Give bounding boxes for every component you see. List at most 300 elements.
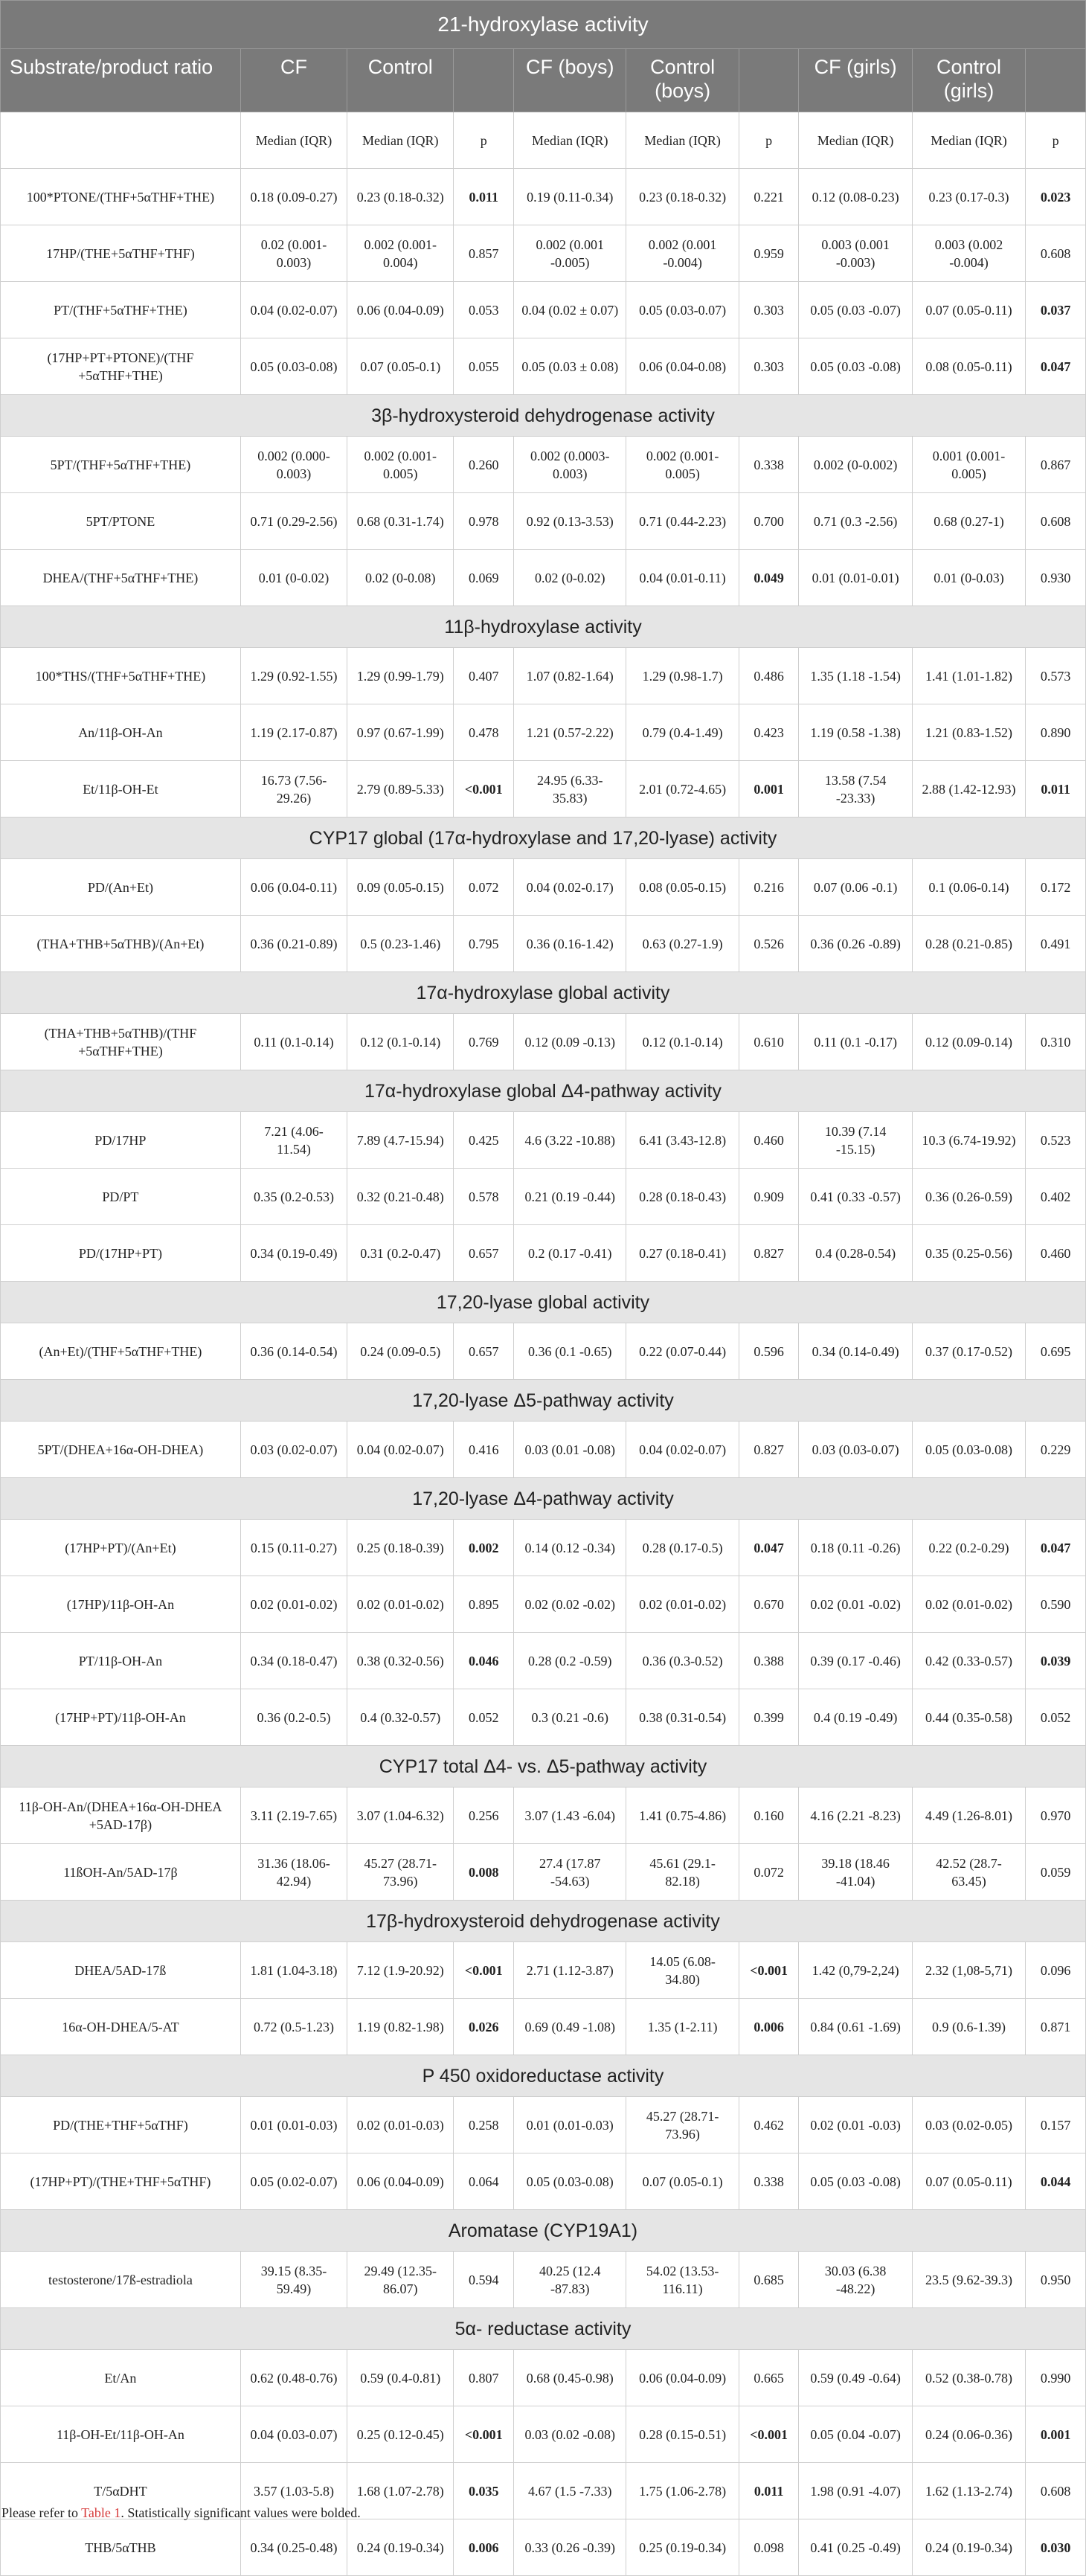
median-cell: 1.19 (0.82-1.98) xyxy=(347,1999,454,2055)
significant-p-value: 0.001 xyxy=(754,781,784,797)
p-value-cell xyxy=(454,1633,514,1689)
median-cell: 0.68 (0.31-1.74) xyxy=(347,493,454,550)
median-cell: 0.52 (0.38-0.78) xyxy=(912,2350,1025,2406)
median-cell: 39.18 (18.46 -41.04) xyxy=(799,1844,912,1901)
median-cell: 0.05 (0.04 -0.07) xyxy=(799,2406,912,2463)
p-value-cell: 0.399 xyxy=(739,1689,799,1746)
ratio-label: DHEA/5AD-17ß xyxy=(1,1942,241,1999)
significant-p-value: 0.001 xyxy=(1040,2426,1071,2442)
median-cell: 0.07 (0.05-0.1) xyxy=(626,2153,739,2210)
table-row xyxy=(1,1014,1086,1070)
section-title: 17,20-lyase global activity xyxy=(1,1282,1086,1323)
median-cell: 0.002 (0.001 -0.005) xyxy=(514,225,626,282)
median-cell: 0.3 (0.21 -0.6) xyxy=(514,1689,626,1746)
p-value-cell xyxy=(739,1942,799,1999)
median-cell: 0.32 (0.21-0.48) xyxy=(347,1169,454,1225)
median-cell: 30.03 (6.38 -48.22) xyxy=(799,2252,912,2308)
p-value-cell: 0.665 xyxy=(739,2350,799,2406)
p-value-cell xyxy=(454,1520,514,1576)
column-header xyxy=(454,49,514,112)
median-cell: 6.41 (3.43-12.8) xyxy=(626,1112,739,1169)
median-cell: 0.79 (0.4-1.49) xyxy=(626,704,739,761)
p-value-cell xyxy=(454,2463,514,2519)
median-cell: 0.25 (0.19-0.34) xyxy=(626,2519,739,2576)
p-value-cell: 0.256 xyxy=(454,1788,514,1844)
footnote-text-end: . Statistically significant values were bolded. xyxy=(121,2505,361,2520)
median-cell: 0.38 (0.31-0.54) xyxy=(626,1689,739,1746)
median-cell: 0.06 (0.04-0.09) xyxy=(626,2350,739,2406)
p-value-cell: 0.608 xyxy=(1026,493,1086,550)
section-header-row xyxy=(1,972,1086,1014)
median-cell: 2.32 (1,08-5,71) xyxy=(912,1942,1025,1999)
table-row xyxy=(1,761,1086,818)
ratio-label: PT/11β-OH-An xyxy=(1,1633,241,1689)
section-header-row xyxy=(1,395,1086,437)
p-value-cell xyxy=(1026,169,1086,225)
p-value-cell: 0.608 xyxy=(1026,2463,1086,2519)
p-value-cell: 0.827 xyxy=(739,1422,799,1478)
table-row xyxy=(1,2252,1086,2308)
table-row xyxy=(1,2519,1086,2576)
significant-p-value: 0.023 xyxy=(1040,189,1071,205)
median-cell: 40.25 (12.4 -87.83) xyxy=(514,2252,626,2308)
median-cell: 0.24 (0.19-0.34) xyxy=(912,2519,1025,2576)
median-cell: 0.06 (0.04-0.09) xyxy=(347,2153,454,2210)
median-cell: 0.03 (0.02 -0.08) xyxy=(514,2406,626,2463)
median-cell: 0.06 (0.04-0.08) xyxy=(626,338,739,395)
ratio-label: PD/17HP xyxy=(1,1112,241,1169)
median-cell: 0.38 (0.32-0.56) xyxy=(347,1633,454,1689)
median-cell: 0.31 (0.2-0.47) xyxy=(347,1225,454,1282)
median-cell: 0.36 (0.3-0.52) xyxy=(626,1633,739,1689)
median-cell: 0.01 (0.01-0.03) xyxy=(514,2097,626,2153)
p-value-cell: 0.055 xyxy=(454,338,514,395)
significant-p-value: <0.001 xyxy=(750,1962,788,1978)
significant-p-value: 0.049 xyxy=(754,570,784,585)
median-cell: 0.02 (0.01-0.02) xyxy=(347,1576,454,1633)
section-title: 5α- reductase activity xyxy=(1,2308,1086,2350)
ratio-label: (17HP+PT)/(An+Et) xyxy=(1,1520,241,1576)
p-value-cell: 0.423 xyxy=(739,704,799,761)
table-title-row xyxy=(1,1,1086,49)
median-cell: 0.59 (0.4-0.81) xyxy=(347,2350,454,2406)
p-value-cell: 0.990 xyxy=(1026,2350,1086,2406)
table-row xyxy=(1,1576,1086,1633)
median-cell: 0.69 (0.49 -1.08) xyxy=(514,1999,626,2055)
section-header-row xyxy=(1,1282,1086,1323)
median-cell: 2.01 (0.72-4.65) xyxy=(626,761,739,818)
median-cell: 0.04 (0.02-0.07) xyxy=(347,1422,454,1478)
section-header-row xyxy=(1,1380,1086,1422)
median-cell: 7.89 (4.7-15.94) xyxy=(347,1112,454,1169)
table-row xyxy=(1,2153,1086,2210)
significant-p-value: 0.046 xyxy=(468,1653,499,1668)
p-value-cell: 0.670 xyxy=(739,1576,799,1633)
median-cell: 0.4 (0.28-0.54) xyxy=(799,1225,912,1282)
median-cell: 0.22 (0.07-0.44) xyxy=(626,1323,739,1380)
p-value-cell: 0.590 xyxy=(1026,1576,1086,1633)
median-cell: 0.02 (0.01-0.03) xyxy=(347,2097,454,2153)
median-cell: 1.98 (0.91 -4.07) xyxy=(799,2463,912,2519)
p-value-cell: 0.608 xyxy=(1026,225,1086,282)
p-value-cell: 0.610 xyxy=(739,1014,799,1070)
ratio-label: PT/(THF+5αTHF+THE) xyxy=(1,282,241,338)
p-value-cell: 0.172 xyxy=(1026,859,1086,916)
median-cell: 0.06 (0.04-0.09) xyxy=(347,282,454,338)
p-value-cell xyxy=(1026,1520,1086,1576)
significant-p-value: 0.011 xyxy=(469,189,498,205)
ratio-label: Et/11β-OH-Et xyxy=(1,761,241,818)
significant-p-value: 0.002 xyxy=(468,1540,499,1555)
median-cell: 2.88 (1.42-12.93) xyxy=(912,761,1025,818)
median-cell: 2.79 (0.89-5.33) xyxy=(347,761,454,818)
median-cell: 1.41 (1.01-1.82) xyxy=(912,648,1025,704)
significant-p-value: 0.011 xyxy=(1041,781,1070,797)
section-header-row xyxy=(1,1901,1086,1942)
median-cell: 0.18 (0.11 -0.26) xyxy=(799,1520,912,1576)
median-cell: 0.05 (0.03 -0.07) xyxy=(799,282,912,338)
median-cell: 0.12 (0.09 -0.13) xyxy=(514,1014,626,1070)
section-header-row xyxy=(1,1478,1086,1520)
median-cell: 0.36 (0.26 -0.89) xyxy=(799,916,912,972)
median-cell: 1.42 (0,79-2,24) xyxy=(799,1942,912,1999)
table-row xyxy=(1,1689,1086,1746)
section-title: Aromatase (CYP19A1) xyxy=(1,2210,1086,2252)
median-cell: 0.28 (0.2 -0.59) xyxy=(514,1633,626,1689)
median-cell: 4.67 (1.5 -7.33) xyxy=(514,2463,626,2519)
p-value-cell xyxy=(1026,282,1086,338)
table-row xyxy=(1,1225,1086,1282)
subheader-cell: Median (IQR) xyxy=(514,112,626,169)
column-header: CF xyxy=(240,49,347,112)
median-cell: 0.05 (0.03-0.08) xyxy=(514,2153,626,2210)
p-value-cell: 0.059 xyxy=(1026,1844,1086,1901)
median-cell: 7.12 (1.9-20.92) xyxy=(347,1942,454,1999)
median-cell: 0.04 (0.02-0.07) xyxy=(240,282,347,338)
p-value-cell: 0.526 xyxy=(739,916,799,972)
significant-p-value: 0.011 xyxy=(754,2483,784,2499)
ratio-label: (17HP+PT)/11β-OH-An xyxy=(1,1689,241,1746)
table-row xyxy=(1,2406,1086,2463)
p-value-cell: 0.462 xyxy=(739,2097,799,2153)
p-value-cell: 0.425 xyxy=(454,1112,514,1169)
p-value-cell: 0.338 xyxy=(739,2153,799,2210)
p-value-cell xyxy=(739,1999,799,2055)
p-value-cell: 0.098 xyxy=(739,2519,799,2576)
ratio-label: testosterone/17ß-estradiola xyxy=(1,2252,241,2308)
median-cell: 0.36 (0.1 -0.65) xyxy=(514,1323,626,1380)
table-row xyxy=(1,1788,1086,1844)
median-cell: 0.34 (0.25-0.48) xyxy=(240,2519,347,2576)
median-cell: 0.11 (0.1 -0.17) xyxy=(799,1014,912,1070)
median-cell: 1.41 (0.75-4.86) xyxy=(626,1788,739,1844)
median-cell: 0.05 (0.03-0.07) xyxy=(626,282,739,338)
median-cell: 0.04 (0.01-0.11) xyxy=(626,550,739,606)
table-row xyxy=(1,2350,1086,2406)
median-cell: 1.35 (1-2.11) xyxy=(626,1999,739,2055)
median-cell: 0.14 (0.12 -0.34) xyxy=(514,1520,626,1576)
median-cell: 0.19 (0.11-0.34) xyxy=(514,169,626,225)
significant-p-value: 0.006 xyxy=(468,2540,499,2555)
median-cell: 0.04 (0.02-0.07) xyxy=(626,1422,739,1478)
p-value-cell: 0.310 xyxy=(1026,1014,1086,1070)
section-header-row xyxy=(1,2308,1086,2350)
subheader-cell: Median (IQR) xyxy=(912,112,1025,169)
median-cell: 0.05 (0.03 -0.08) xyxy=(799,2153,912,2210)
p-value-cell: 0.229 xyxy=(1026,1422,1086,1478)
median-cell: 0.36 (0.26-0.59) xyxy=(912,1169,1025,1225)
p-value-cell: 0.160 xyxy=(739,1788,799,1844)
median-cell: 0.68 (0.27-1) xyxy=(912,493,1025,550)
median-cell: 3.11 (2.19-7.65) xyxy=(240,1788,347,1844)
ratio-label: (17HP+PT)/(THE+THF+5αTHF) xyxy=(1,2153,241,2210)
median-cell: 0.05 (0.03-0.08) xyxy=(912,1422,1025,1478)
median-cell: 0.03 (0.02-0.07) xyxy=(240,1422,347,1478)
p-value-cell: 0.695 xyxy=(1026,1323,1086,1380)
median-cell: 24.95 (6.33-35.83) xyxy=(514,761,626,818)
median-cell: 0.002 (0.001 -0.004) xyxy=(626,225,739,282)
ratio-label: 100*PTONE/(THF+5αTHF+THE) xyxy=(1,169,241,225)
median-cell: 3.57 (1.03-5.8) xyxy=(240,2463,347,2519)
subheader-cell xyxy=(1,112,241,169)
ratio-label: 5PT/(DHEA+16α-OH-DHEA) xyxy=(1,1422,241,1478)
median-cell: 0.08 (0.05-0.11) xyxy=(912,338,1025,395)
p-value-cell: 0.978 xyxy=(454,493,514,550)
p-value-cell xyxy=(739,761,799,818)
p-value-cell xyxy=(1026,2519,1086,2576)
column-header xyxy=(1026,49,1086,112)
median-cell: 45.27 (28.71-73.96) xyxy=(626,2097,739,2153)
p-value-cell: 0.807 xyxy=(454,2350,514,2406)
median-cell: 0.002 (0.000-0.003) xyxy=(240,437,347,493)
median-cell: 0.02 (0.01-0.02) xyxy=(912,1576,1025,1633)
p-value-cell xyxy=(739,1520,799,1576)
p-value-cell: 0.578 xyxy=(454,1169,514,1225)
median-cell: 27.4 (17.87 -54.63) xyxy=(514,1844,626,1901)
p-value-cell: 0.930 xyxy=(1026,550,1086,606)
p-value-cell: 0.402 xyxy=(1026,1169,1086,1225)
median-cell: 0.36 (0.2-0.5) xyxy=(240,1689,347,1746)
median-cell: 0.003 (0.001 -0.003) xyxy=(799,225,912,282)
median-cell: 0.07 (0.06 -0.1) xyxy=(799,859,912,916)
ratio-label: T/5αDHT xyxy=(1,2463,241,2519)
ratio-label: 17HP/(THE+5αTHF+THF) xyxy=(1,225,241,282)
table-row xyxy=(1,859,1086,916)
p-value-cell: 0.657 xyxy=(454,1323,514,1380)
ratio-label: (17HP)/11β-OH-An xyxy=(1,1576,241,1633)
ratio-label: 11ßOH-An/5AD-17β xyxy=(1,1844,241,1901)
median-cell: 0.05 (0.03 ± 0.08) xyxy=(514,338,626,395)
median-cell: 1.35 (1.18 -1.54) xyxy=(799,648,912,704)
p-value-cell: 0.909 xyxy=(739,1169,799,1225)
p-value-cell: 0.069 xyxy=(454,550,514,606)
median-cell: 23.5 (9.62-39.3) xyxy=(912,2252,1025,2308)
median-cell: 0.34 (0.18-0.47) xyxy=(240,1633,347,1689)
p-value-cell xyxy=(739,2406,799,2463)
median-cell: 1.21 (0.57-2.22) xyxy=(514,704,626,761)
subheader-row xyxy=(1,112,1086,169)
section-header-row xyxy=(1,606,1086,648)
median-cell: 0.36 (0.16-1.42) xyxy=(514,916,626,972)
median-cell: 31.36 (18.06-42.94) xyxy=(240,1844,347,1901)
table-row xyxy=(1,550,1086,606)
p-value-cell: 0.221 xyxy=(739,169,799,225)
median-cell: 0.41 (0.33 -0.57) xyxy=(799,1169,912,1225)
median-cell: 0.34 (0.14-0.49) xyxy=(799,1323,912,1380)
median-cell: 0.24 (0.06-0.36) xyxy=(912,2406,1025,2463)
column-header: CF (girls) xyxy=(799,49,912,112)
median-cell: 0.36 (0.14-0.54) xyxy=(240,1323,347,1380)
significant-p-value: <0.001 xyxy=(750,2426,788,2442)
median-cell: 0.5 (0.23-1.46) xyxy=(347,916,454,972)
p-value-cell xyxy=(454,2519,514,2576)
table-row xyxy=(1,1112,1086,1169)
section-title: 11β-hydroxylase activity xyxy=(1,606,1086,648)
ratio-label: 5PT/(THF+5αTHF+THE) xyxy=(1,437,241,493)
median-cell: 0.4 (0.32-0.57) xyxy=(347,1689,454,1746)
p-value-cell: 0.895 xyxy=(454,1576,514,1633)
median-cell: 0.28 (0.21-0.85) xyxy=(912,916,1025,972)
median-cell: 0.15 (0.11-0.27) xyxy=(240,1520,347,1576)
p-value-cell: 0.970 xyxy=(1026,1788,1086,1844)
column-header: CF (boys) xyxy=(514,49,626,112)
median-cell: 0.92 (0.13-3.53) xyxy=(514,493,626,550)
p-value-cell: 0.486 xyxy=(739,648,799,704)
median-cell: 54.02 (13.53-116.11) xyxy=(626,2252,739,2308)
median-cell: 0.03 (0.02-0.05) xyxy=(912,2097,1025,2153)
p-value-cell: 0.857 xyxy=(454,225,514,282)
median-cell: 1.62 (1.13-2.74) xyxy=(912,2463,1025,2519)
ratio-label: (THA+THB+5αTHB)/(An+Et) xyxy=(1,916,241,972)
median-cell: 1.29 (0.92-1.55) xyxy=(240,648,347,704)
median-cell: 0.42 (0.33-0.57) xyxy=(912,1633,1025,1689)
table-row xyxy=(1,1633,1086,1689)
median-cell: 0.23 (0.18-0.32) xyxy=(347,169,454,225)
p-value-cell: 0.052 xyxy=(1026,1689,1086,1746)
median-cell: 0.25 (0.18-0.39) xyxy=(347,1520,454,1576)
p-value-cell: 0.867 xyxy=(1026,437,1086,493)
subheader-cell: p xyxy=(454,112,514,169)
median-cell: 0.02 (0.02 -0.02) xyxy=(514,1576,626,1633)
p-value-cell: 0.685 xyxy=(739,2252,799,2308)
table-row xyxy=(1,2097,1086,2153)
table-1-link[interactable]: Table 1 xyxy=(81,2505,121,2520)
ratio-label: 16α-OH-DHEA/5-AT xyxy=(1,1999,241,2055)
median-cell: 1.81 (1.04-3.18) xyxy=(240,1942,347,1999)
p-value-cell: 0.157 xyxy=(1026,2097,1086,2153)
median-cell: 0.06 (0.04-0.11) xyxy=(240,859,347,916)
median-cell: 0.23 (0.18-0.32) xyxy=(626,169,739,225)
median-cell: 1.19 (0.58 -1.38) xyxy=(799,704,912,761)
median-cell: 45.27 (28.71-73.96) xyxy=(347,1844,454,1901)
median-cell: 0.11 (0.1-0.14) xyxy=(240,1014,347,1070)
median-cell: 7.21 (4.06-11.54) xyxy=(240,1112,347,1169)
p-value-cell: 0.460 xyxy=(739,1112,799,1169)
p-value-cell: 0.769 xyxy=(454,1014,514,1070)
median-cell: 0.07 (0.05-0.1) xyxy=(347,338,454,395)
significant-p-value: 0.008 xyxy=(468,1864,499,1880)
p-value-cell xyxy=(1026,761,1086,818)
column-header: Control (girls) xyxy=(912,49,1025,112)
p-value-cell xyxy=(454,2406,514,2463)
median-cell: 0.1 (0.06-0.14) xyxy=(912,859,1025,916)
significant-p-value: <0.001 xyxy=(464,781,503,797)
p-value-cell xyxy=(454,761,514,818)
median-cell: 0.21 (0.19 -0.44) xyxy=(514,1169,626,1225)
table-row xyxy=(1,648,1086,704)
significant-p-value: <0.001 xyxy=(464,2426,503,2442)
median-cell: 0.02 (0-0.02) xyxy=(514,550,626,606)
footnote-text: Please refer to xyxy=(1,2505,82,2520)
significant-p-value: 0.006 xyxy=(754,2019,784,2034)
p-value-cell xyxy=(1026,1633,1086,1689)
median-cell: 1.75 (1.06-2.78) xyxy=(626,2463,739,2519)
median-cell: 0.04 (0.02 ± 0.07) xyxy=(514,282,626,338)
median-cell: 1.19 (2.17-0.87) xyxy=(240,704,347,761)
median-cell: 0.001 (0.001-0.005) xyxy=(912,437,1025,493)
p-value-cell: 0.594 xyxy=(454,2252,514,2308)
median-cell: 29.49 (12.35-86.07) xyxy=(347,2252,454,2308)
p-value-cell xyxy=(454,1844,514,1901)
p-value-cell xyxy=(1026,338,1086,395)
p-value-cell: 0.950 xyxy=(1026,2252,1086,2308)
median-cell: 3.07 (1.43 -6.04) xyxy=(514,1788,626,1844)
median-cell: 13.58 (7.54 -23.33) xyxy=(799,761,912,818)
median-cell: 0.9 (0.6-1.39) xyxy=(912,1999,1025,2055)
median-cell: 0.12 (0.1-0.14) xyxy=(626,1014,739,1070)
section-header-row xyxy=(1,1746,1086,1788)
p-value-cell: 0.053 xyxy=(454,282,514,338)
p-value-cell: 0.338 xyxy=(739,437,799,493)
ratio-label: 11β-OH-An/(DHEA+16α-OH-DHEA +5AD-17β) xyxy=(1,1788,241,1844)
p-value-cell xyxy=(454,1942,514,1999)
median-cell: 0.05 (0.02-0.07) xyxy=(240,2153,347,2210)
ratio-label: THB/5αTHB xyxy=(1,2519,241,2576)
median-cell: 16.73 (7.56-29.26) xyxy=(240,761,347,818)
ratio-label: (THA+THB+5αTHB)/(THF +5αTHF+THE) xyxy=(1,1014,241,1070)
p-value-cell: 0.052 xyxy=(454,1689,514,1746)
p-value-cell: 0.890 xyxy=(1026,704,1086,761)
median-cell: 0.41 (0.25 -0.49) xyxy=(799,2519,912,2576)
median-cell: 1.68 (1.07-2.78) xyxy=(347,2463,454,2519)
p-value-cell: 0.258 xyxy=(454,2097,514,2153)
p-value-cell: 0.795 xyxy=(454,916,514,972)
column-header: Control xyxy=(347,49,454,112)
median-cell: 0.62 (0.48-0.76) xyxy=(240,2350,347,2406)
column-header: Substrate/product ratio xyxy=(1,49,241,112)
median-cell: 10.39 (7.14 -15.15) xyxy=(799,1112,912,1169)
significant-p-value: 0.037 xyxy=(1040,302,1071,318)
table-row xyxy=(1,1520,1086,1576)
median-cell: 0.02 (0-0.08) xyxy=(347,550,454,606)
median-cell: 0.71 (0.44-2.23) xyxy=(626,493,739,550)
significant-p-value: <0.001 xyxy=(464,1962,503,1978)
significant-p-value: 0.047 xyxy=(1040,359,1071,374)
significant-p-value: 0.030 xyxy=(1040,2540,1071,2555)
p-value-cell: 0.303 xyxy=(739,282,799,338)
table-row xyxy=(1,169,1086,225)
median-cell: 0.05 (0.03 -0.08) xyxy=(799,338,912,395)
median-cell: 0.72 (0.5-1.23) xyxy=(240,1999,347,2055)
table-row xyxy=(1,1942,1086,1999)
p-value-cell: 0.216 xyxy=(739,859,799,916)
ratio-label: DHEA/(THF+5αTHF+THE) xyxy=(1,550,241,606)
median-cell: 1.07 (0.82-1.64) xyxy=(514,648,626,704)
section-header-row xyxy=(1,2210,1086,2252)
p-value-cell: 0.416 xyxy=(454,1422,514,1478)
p-value-cell xyxy=(739,550,799,606)
ratio-label: An/11β-OH-An xyxy=(1,704,241,761)
